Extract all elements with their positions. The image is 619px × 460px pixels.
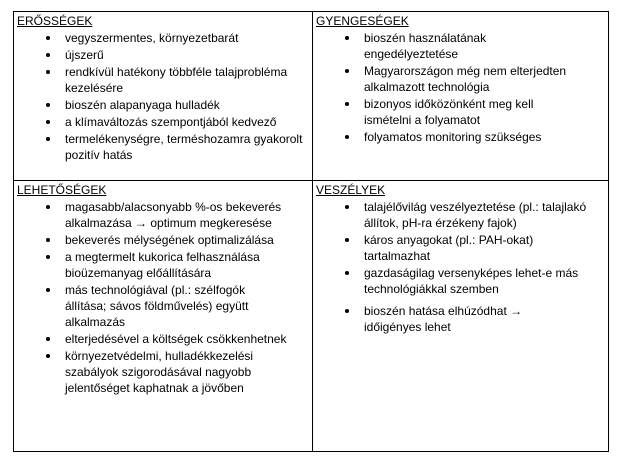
item-text: elterjedésével a költségek csökkenhetnek	[65, 332, 287, 346]
item-text: bioszén hatása elhúzódhat → időigényes lehet	[364, 304, 523, 334]
threats-quadrant	[313, 181, 608, 451]
bullet-icon	[345, 271, 349, 275]
item-text: más technológiával (pl.: szélfogók állítása; sávos földművelés) együtt alkalmazás	[65, 283, 249, 329]
list-item	[316, 199, 604, 231]
list-item	[17, 232, 308, 248]
bullet-icon	[345, 205, 349, 209]
bullet-icon	[46, 36, 50, 40]
bullet-icon	[46, 238, 50, 242]
list-item	[316, 265, 604, 297]
item-text: a klímaváltozás szempontjából kedvező	[65, 115, 277, 129]
strengths-quadrant	[14, 12, 313, 181]
item-text: káros anyagokat (pl.: PAH-okat) tartalmazhat	[364, 233, 534, 263]
item-text: talajélővilág veszélyeztetése (pl.: talajlakó állítok, pH-ra érzékeny fajok)	[364, 200, 587, 230]
item-text: bekeverés mélységének optimalizálása	[65, 233, 274, 247]
item-text: újszerű	[65, 48, 104, 62]
list-item	[17, 64, 308, 96]
list-item	[17, 249, 308, 281]
item-text: környezetvédelmi, hulladékkezelési szabályok szigorodásával nagyobb jelentőséget kaphatnak a jövőben	[65, 349, 254, 395]
threats-list	[316, 199, 604, 335]
bullet-icon	[46, 70, 50, 74]
opportunities-quadrant	[14, 181, 313, 451]
bullet-icon	[46, 103, 50, 107]
bullet-icon	[345, 309, 349, 313]
list-item	[17, 282, 308, 330]
bullet-icon	[46, 205, 50, 209]
list-item	[17, 348, 308, 396]
threats-heading: VESZÉLYEK	[316, 183, 386, 197]
list-item	[17, 97, 308, 113]
bullet-icon	[46, 53, 50, 57]
item-text: vegyszermentes, környezetbarát	[65, 31, 239, 45]
bullet-icon	[46, 120, 50, 124]
swot-table	[13, 11, 609, 452]
bullet-icon	[345, 238, 349, 242]
strengths-heading: ERŐSSÉGEK	[17, 14, 93, 28]
bullet-icon	[345, 69, 349, 73]
bullet-icon	[46, 354, 50, 358]
list-item	[17, 47, 308, 63]
bullet-icon	[46, 288, 50, 292]
opportunities-list	[17, 199, 308, 396]
item-text: magasabb/alacsonyabb %-os bekeverés alkalmazása → optimum megkeresése	[65, 200, 282, 230]
bullet-icon	[46, 255, 50, 259]
item-text: gazdaságilag versenyképes lehet-e más technológiákkal szemben	[364, 266, 579, 296]
bullet-icon	[46, 137, 50, 141]
bullet-icon	[345, 135, 349, 139]
bullet-icon	[345, 36, 349, 40]
opportunities-heading: LEHETŐSÉGEK	[17, 183, 107, 197]
item-text: termelékenységre, terméshozamra gyakorolt pozitív hatás	[65, 132, 303, 162]
list-item	[17, 331, 308, 347]
item-text: folyamatos monitoring szükséges	[364, 130, 542, 144]
item-text: bioszén alapanyaga hulladék	[65, 98, 220, 112]
list-item	[316, 303, 604, 335]
item-text: a megtermelt kukorica felhasználása bioüzemanyag előállítására	[65, 250, 260, 280]
strengths-list	[17, 30, 308, 163]
list-item	[316, 232, 604, 264]
list-item	[316, 30, 604, 62]
list-item	[316, 129, 604, 145]
bullet-icon	[46, 337, 50, 341]
list-item	[316, 96, 604, 128]
weaknesses-quadrant	[313, 12, 608, 181]
list-item	[17, 199, 308, 231]
bullet-icon	[345, 102, 349, 106]
item-text: bizonyos időközönként meg kell ismételni a folyamatot	[364, 97, 534, 127]
list-item	[316, 63, 604, 95]
weaknesses-list	[316, 30, 604, 145]
list-item	[17, 30, 308, 46]
list-item	[17, 114, 308, 130]
weaknesses-heading: GYENGESÉGEK	[316, 14, 409, 28]
item-text: rendkívül hatékony többféle talajprobléma kezelésére	[65, 65, 288, 95]
item-text: Magyarországon még nem elterjedten alkalmazott technológia	[364, 64, 567, 94]
item-text: bioszén használatának engedélyeztetése	[364, 31, 487, 61]
list-item	[17, 131, 308, 163]
